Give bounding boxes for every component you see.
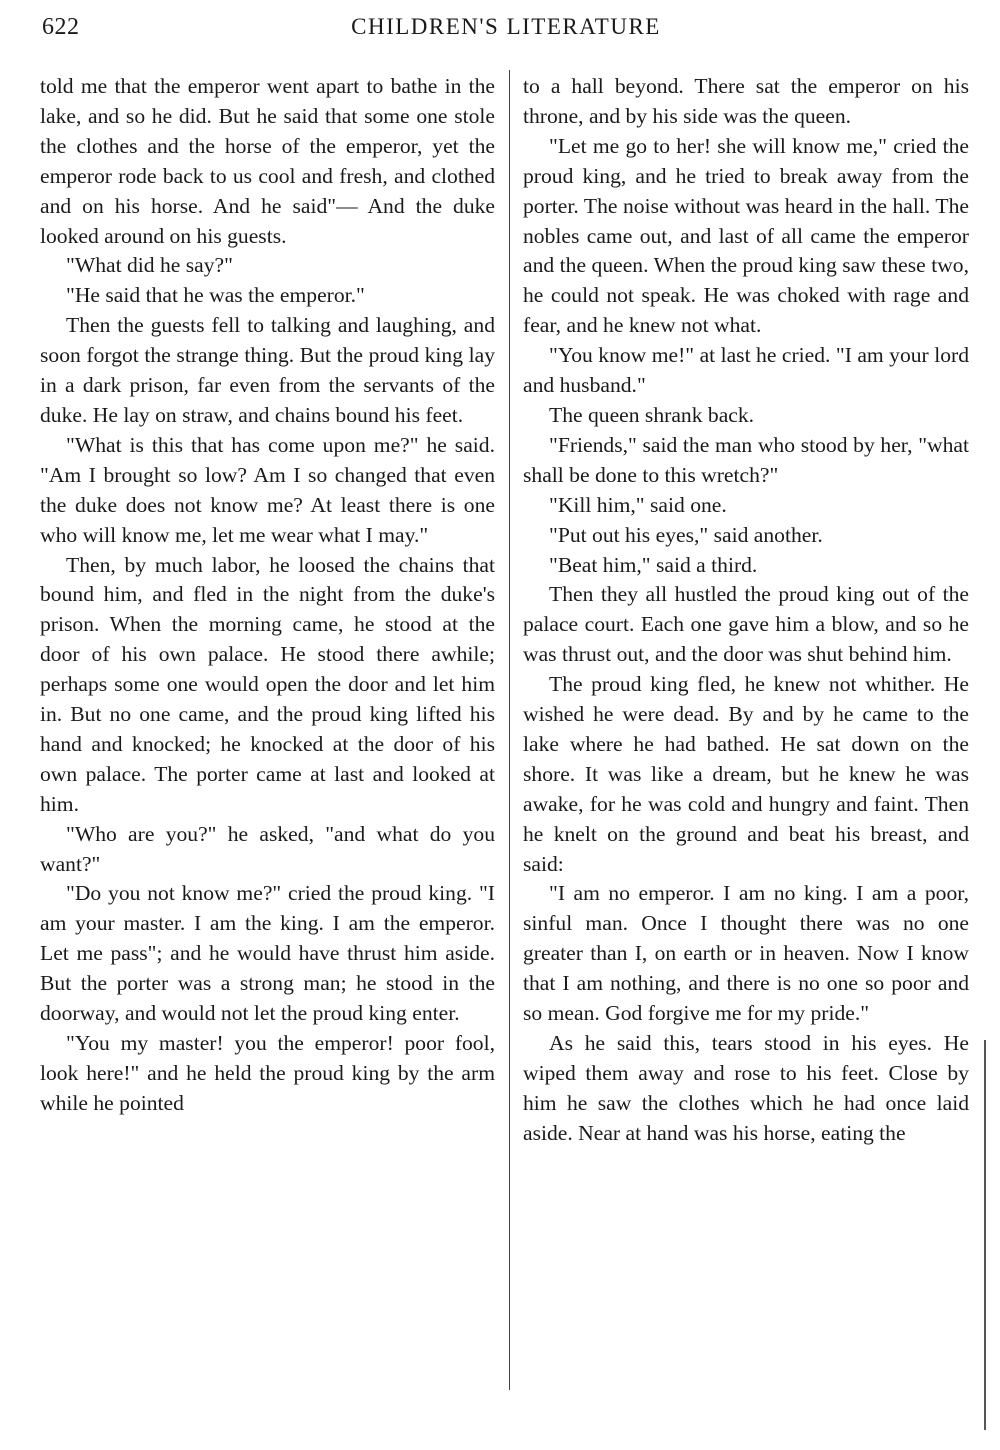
paragraph: "Who are you?" he asked, "and what do you want?": [40, 821, 495, 876]
column-divider: [509, 70, 510, 1390]
page-number: 622: [42, 14, 80, 40]
paragraph: "You know me!" at last he cried. "I am your lord and husband.": [523, 343, 969, 398]
page-header: [42, 14, 970, 48]
paragraph: Then they all hustled the proud king out of the palace court. Each one gave him a blow, and so he was thrust out, and the door was shut behind him.: [523, 582, 969, 667]
paragraph: Then the guests fell to talking and laughing, and soon forgot the strange thing. But the proud king lay in a dark prison, far even from the servants of the duke. He lay on straw, and chains bound his feet.: [40, 313, 495, 427]
paragraph: "What is this that has come upon me?" he said. "Am I brought so low? Am I so changed that even the duke does not know me? At least there is one who will know me, let me wear what I may.": [40, 432, 495, 547]
paragraph: "Friends," said the man who stood by her, "what shall be done to this wretch?": [523, 432, 969, 487]
right-column: [523, 72, 969, 1149]
left-column: [40, 72, 495, 1119]
paragraph: The proud king fled, he knew not whither. He wished he were dead. By and by he came to the lake where he had bathed. He sat down on the shore. It was like a dream, but he knew he was awake, for he was cold and hungry and faint. Then he knelt on the ground and beat his breast, and said:: [523, 672, 969, 876]
paragraph: "I am no emperor. I am no king. I am a poor, sinful man. Once I thought there was no one greater than I, on earth or in heaven. Now I know that I am nothing, and there is no one so poor and so mean. God forgive me for my pride.": [523, 881, 969, 1026]
paragraph: "He said that he was the emperor.": [66, 283, 365, 308]
paragraph: "Kill him," said one.: [549, 492, 727, 517]
paragraph: As he said this, tears stood in his eyes. He wiped them away and rose to his feet. Close by him he saw the clothes which he had once laid aside. Near at hand was his horse, eating the: [523, 1031, 969, 1145]
paragraph: told me that the emperor went apart to bathe in the lake, and so he did. But he said that some one stole the clothes and the horse of the emperor, yet the emperor rode back to us cool and fresh, and clothed and on his horse. And he said"— And the duke looked around on his guests.: [40, 74, 495, 248]
paragraph: "Beat him," said a third.: [549, 552, 758, 577]
paragraph: "Put out his eyes," said another.: [549, 522, 823, 547]
running-title: CHILDREN'S LITERATURE: [351, 14, 661, 39]
paragraph: "Do you not know me?" cried the proud king. "I am your master. I am the king. I am the emperor. Let me pass"; and he would have thrust him aside. But the porter was a strong man; he stood in the doorway, and would not let the proud king enter.: [40, 881, 495, 1026]
paragraph: "Let me go to her! she will know me," cried the proud king, and he tried to break away from the porter. The noise without was heard in the hall. The nobles came out, and last of all came the emperor and the queen. When the proud king saw these two, he could not speak. He was choked with rage and fear, and he knew not what.: [523, 133, 969, 338]
paragraph: "You my master! you the emperor! poor fool, look here!" and he held the proud king by the arm while he pointed: [40, 1031, 495, 1115]
paragraph: to a hall beyond. There sat the emperor on his throne, and by his side was the queen.: [523, 74, 969, 128]
page-edge-mark: [984, 1040, 986, 1430]
paragraph: Then, by much labor, he loosed the chains that bound him, and fled in the night from the duke's prison. When the morning came, he stood at the door of his own palace. He stood there awhile; perhaps some one would open the door and let him in. But no one came, and the proud king lifted his hand and knocked; he knocked at the door of his own palace. The porter came at last and looked at him.: [40, 552, 495, 816]
paragraph: The queen shrank back.: [549, 402, 755, 427]
paragraph: "What did he say?": [66, 253, 233, 278]
